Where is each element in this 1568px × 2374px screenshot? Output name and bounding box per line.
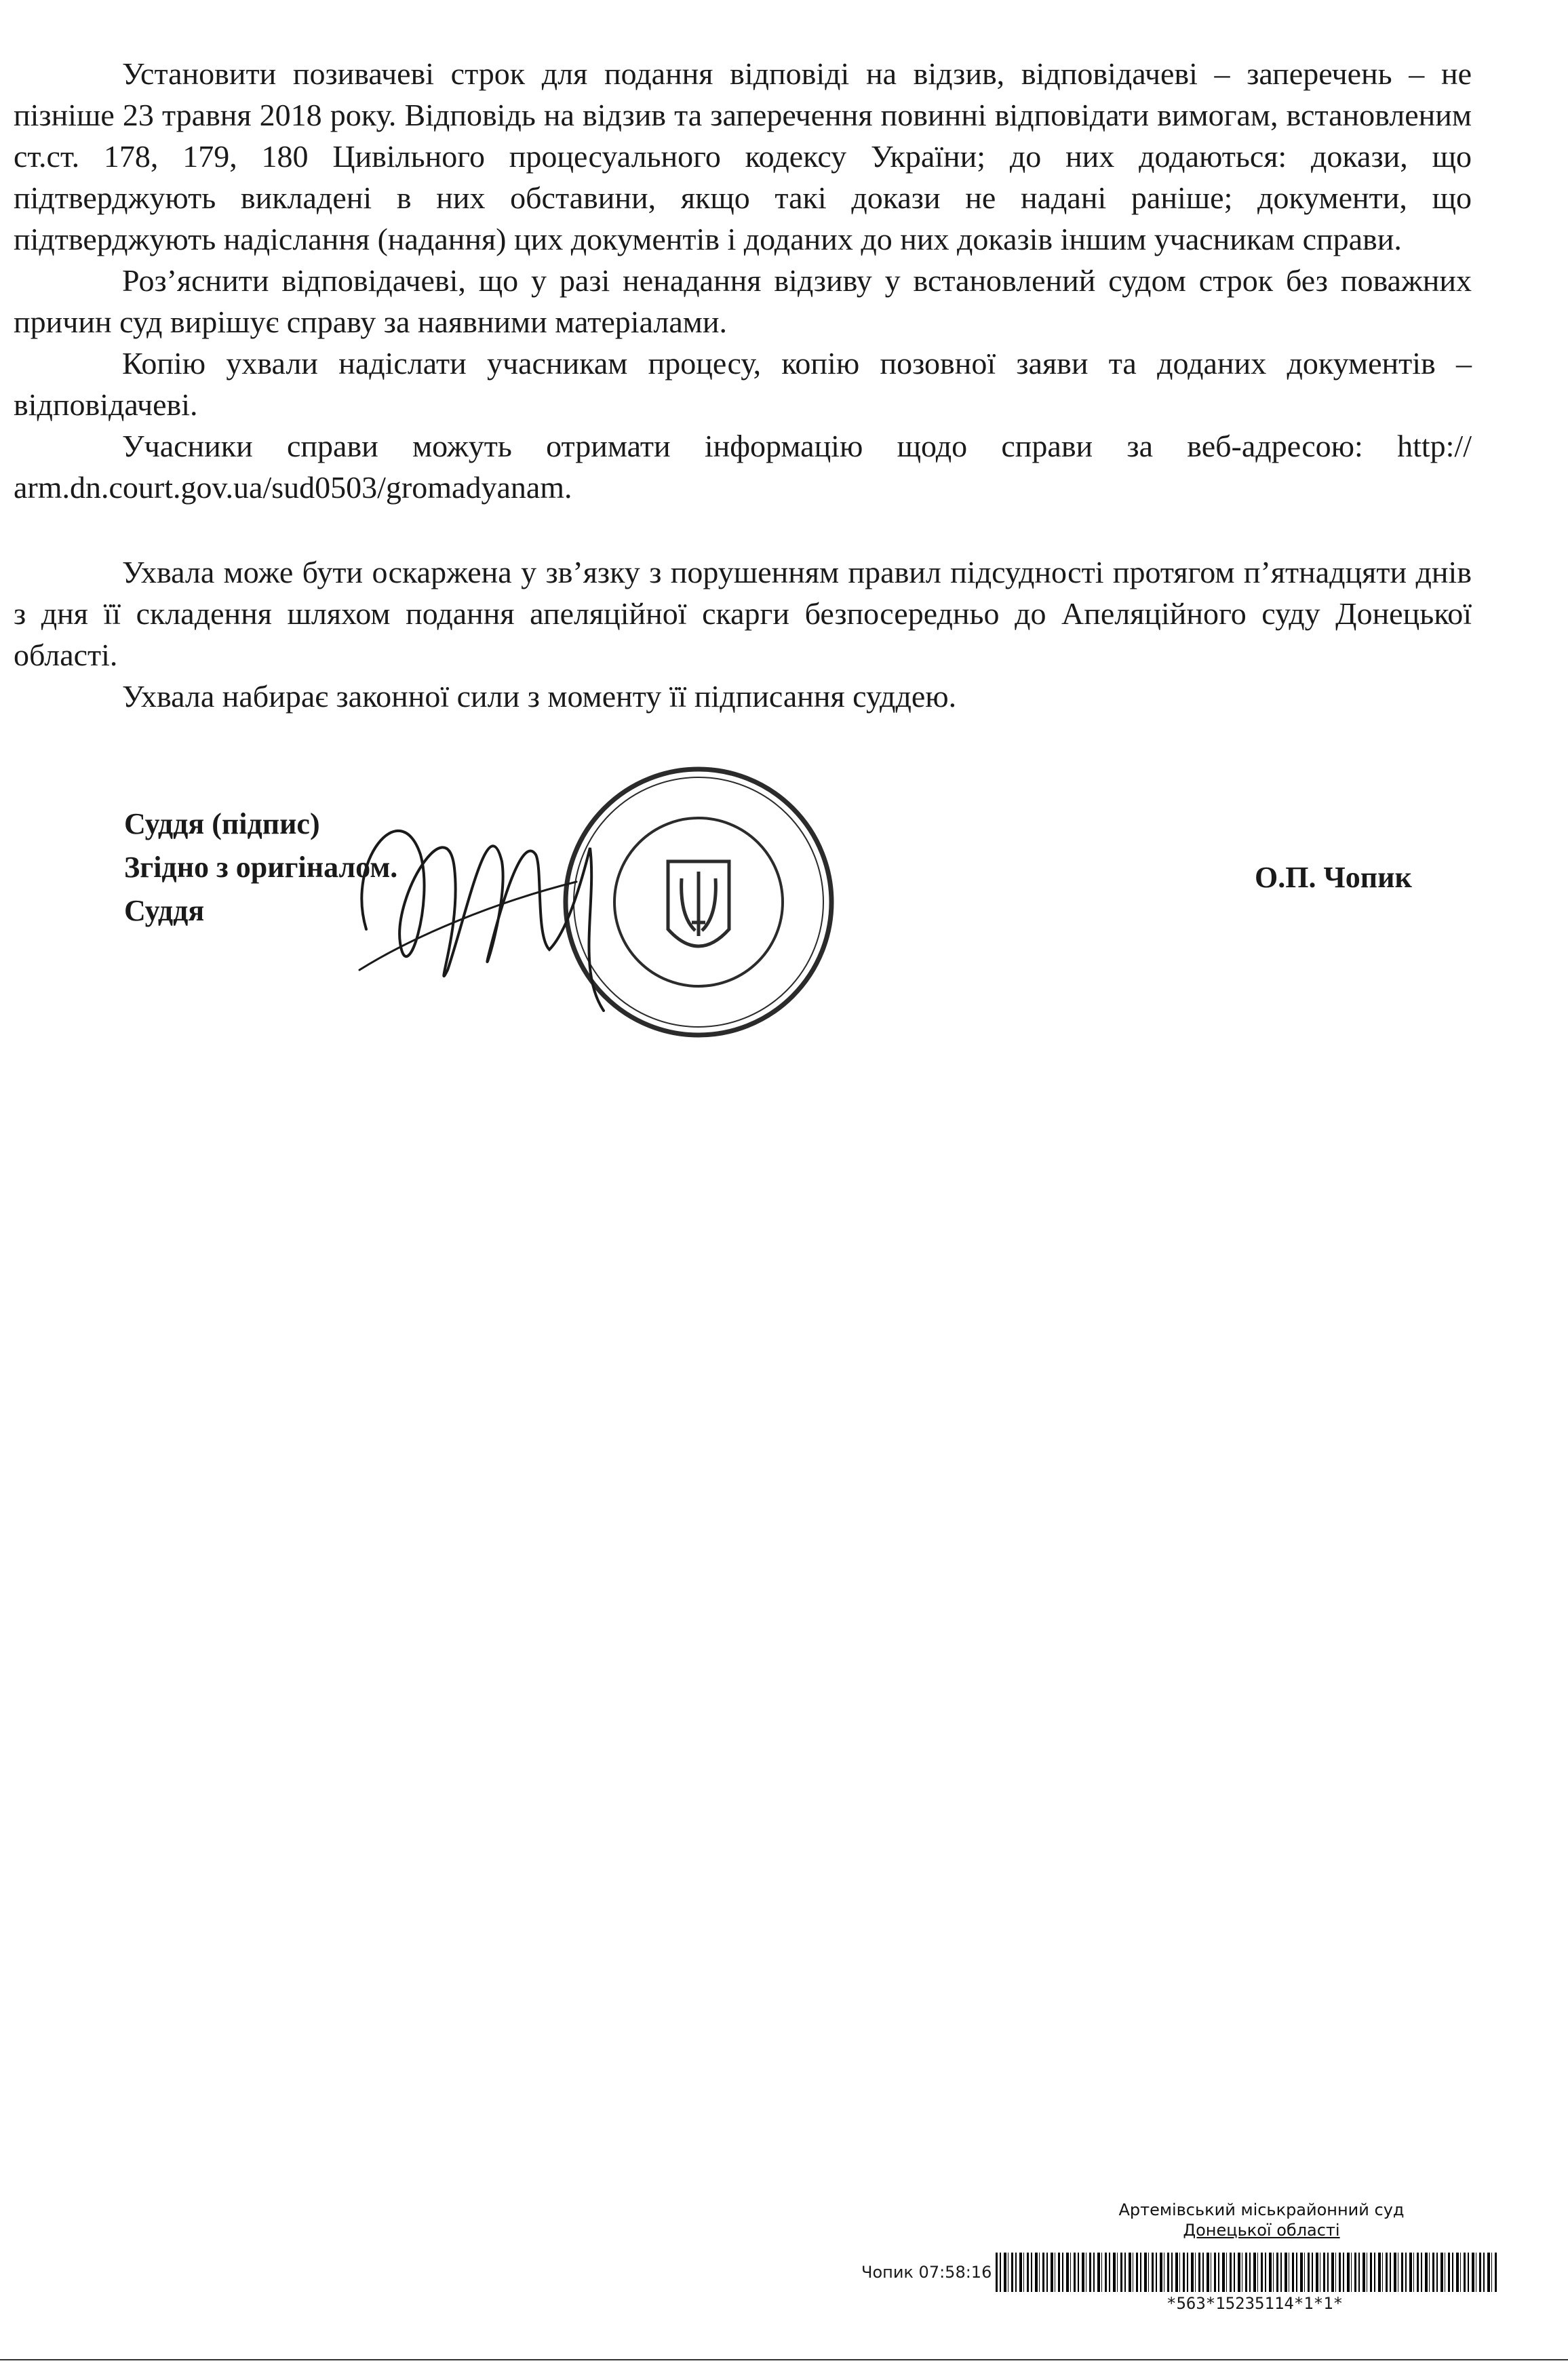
original-conformity-label: Згідно з оригіналом. <box>124 851 398 884</box>
handwritten-signature <box>319 766 624 1051</box>
judge-label: Суддя <box>124 894 205 927</box>
barcode-caption: Чопик 07:58:16 <box>861 2263 992 2282</box>
paragraph-effective: Ухвала набирає законної сили з моменту її підписання суддею. <box>122 679 957 714</box>
court-name: Артемівський міськрайонний суд <box>1118 2200 1405 2219</box>
barcode-row <box>861 2252 1497 2293</box>
paragraph-appeal: Ухвала може бути оскаржена у зв’язку з порушенням правил підсудності протягом п’ятнадцяти днів з дня її складення шляхом подання апеляційної скарги безпосередньо до Апеляційного суду Донецької області. <box>14 555 1472 672</box>
page-bottom-rule <box>0 2359 1568 2360</box>
paragraph-response-deadline: Установити позивачеві строк для подання відповіді на відзив, відповідачеві – заперечень – не пізніше 23 травня 2018 року. Відповідь на відзив та заперечення повинні відповідати вимогам, встановленим ст.ст. 178, 179, 180 Цивільного процесуального кодексу України; до них додаються: докази, що підтверджують викладені в них обставини, якщо такі докази не надані раніше; документи, що підтверджують надіслання (надання) цих документів і доданих до них доказів іншим учасникам справи. <box>14 56 1472 256</box>
court-footer <box>1058 2200 1465 2240</box>
judge-signature-label: Суддя (підпис) <box>124 807 320 840</box>
court-region: Донецької області <box>1183 2221 1340 2240</box>
barcode-code: *563*15235114*1*1* <box>1167 2294 1344 2313</box>
paragraph-copy-delivery: Копію ухвали надіслати учасникам процесу, копію позовної заяви та доданих документів – відповідачеві. <box>14 346 1472 422</box>
ruling-text <box>14 53 1472 717</box>
trident-coat-of-arms-icon <box>668 861 729 946</box>
paragraph-info-url: Учасники справи можуть отримати інформацію щодо справи за веб-адресою: http:// arm.dn.court.gov.ua/sud0503/gromadyanam. <box>14 429 1472 505</box>
paragraph-explanation: Роз’яснити відповідачеві, що у разі ненадання відзиву у встановлений судом строк без поважних причин суд вирішує справу за наявними матеріалами. <box>14 263 1472 339</box>
barcode <box>996 2253 1497 2292</box>
judge-name: О.П. Чопик <box>1255 861 1412 894</box>
